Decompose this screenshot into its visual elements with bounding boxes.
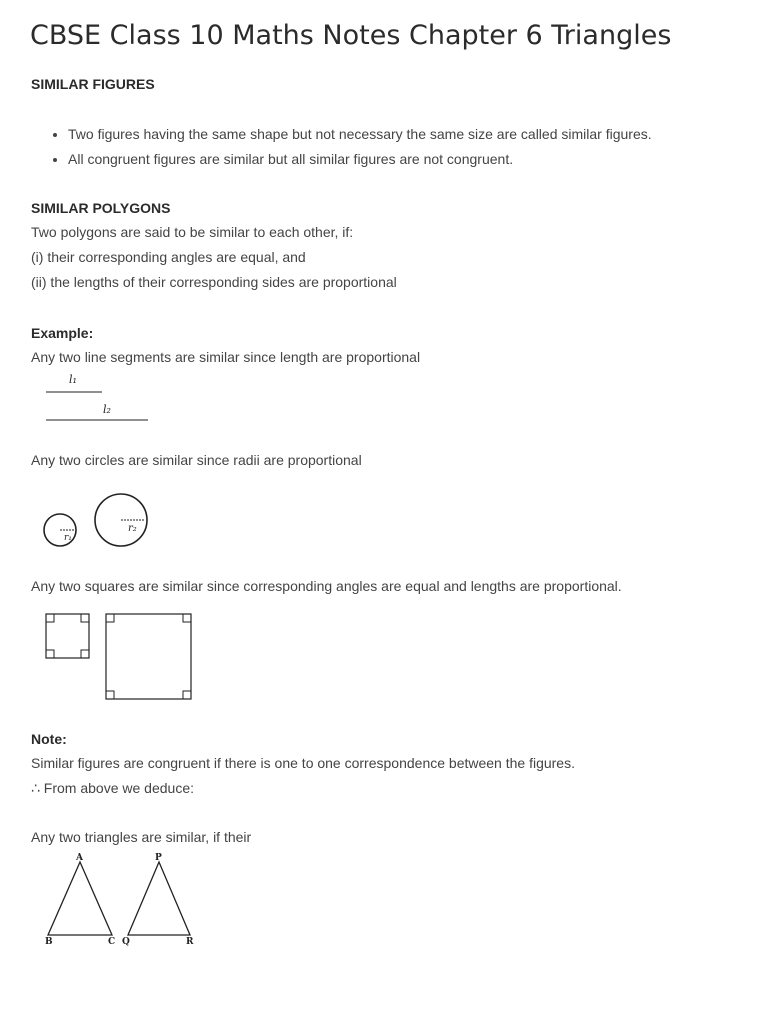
square-large — [106, 614, 191, 699]
list-item: • Two figures having the same shape but not necessary the same size are called similar figures. — [68, 122, 652, 147]
similar-figures-heading: SIMILAR FIGURES — [31, 76, 155, 92]
circles-figure — [40, 488, 160, 552]
polygons-condition-1: (i) their corresponding angles are equal, and — [31, 249, 306, 265]
note-line-1: Similar figures are congruent if there is one to one correspondence between the figures. — [31, 755, 575, 771]
vertex-label-a: A — [76, 853, 83, 863]
squares-text: Any two squares are similar since corresponding angles are equal and lengths are proportional. — [31, 578, 622, 594]
vertex-label-q: Q — [122, 937, 130, 947]
list-item: • All congruent figures are similar but all similar figures are not congruent. — [68, 147, 652, 172]
example-heading: Example: — [31, 325, 94, 341]
vertex-label-p: P — [155, 853, 162, 863]
square-small — [46, 614, 89, 658]
segment-label-l2: l₂ — [103, 403, 111, 416]
similar-figures-list — [50, 122, 652, 172]
segment-label-l1: l₁ — [69, 373, 77, 386]
radius-label-r2: r₂ — [128, 523, 137, 534]
page-title: CBSE Class 10 Maths Notes Chapter 6 Triangles — [30, 20, 672, 51]
triangle-pqr — [128, 862, 190, 935]
radius-label-r1: r₁ — [64, 533, 72, 543]
polygons-definition: Two polygons are said to be similar to each other, if: — [31, 224, 354, 240]
triangles-figure — [40, 850, 200, 950]
triangles-text: Any two triangles are similar, if their — [31, 829, 252, 845]
line-segments-text: Any two line segments are similar since length are proportional — [31, 349, 421, 365]
triangle-abc — [48, 862, 112, 935]
vertex-label-b: B — [45, 937, 53, 947]
vertex-label-r: R — [186, 937, 194, 947]
squares-figure — [40, 608, 200, 704]
vertex-label-c: C — [108, 937, 116, 947]
similar-polygons-heading: SIMILAR POLYGONS — [31, 200, 171, 216]
note-heading: Note: — [31, 731, 67, 747]
line-segments-figure — [40, 368, 160, 428]
note-line-2: ∴ From above we deduce: — [31, 780, 194, 796]
polygons-condition-2: (ii) the lengths of their corresponding sides are proportional — [31, 274, 397, 290]
circles-text: Any two circles are similar since radii are proportional — [31, 452, 362, 468]
